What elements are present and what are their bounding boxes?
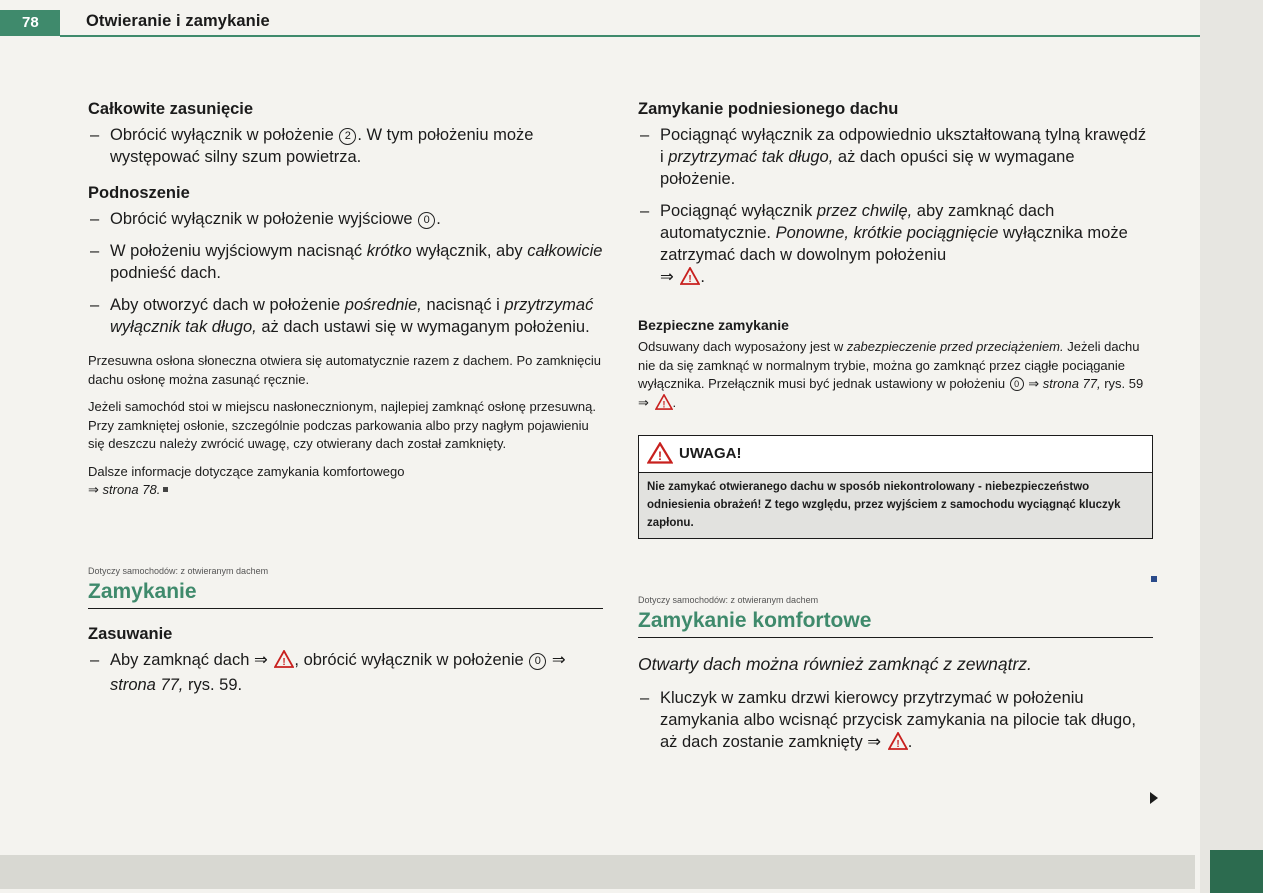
applies-to-note: Dotyczy samochodów: z otwieranym dachem: [638, 595, 819, 605]
svg-text:!: !: [662, 398, 665, 409]
warning-header: [639, 436, 1152, 472]
step-lift-2: – W położeniu wyjściowym nacisnąć krótko wyłącznik, aby całkowicie podnieść dach.: [90, 242, 603, 282]
svg-text:!: !: [282, 656, 287, 668]
position-2-icon: 2: [339, 128, 356, 145]
warning-title: UWAGA!: [679, 445, 742, 462]
warning-icon: [274, 650, 294, 674]
section-title-comfort-close: Zamykanie komfortowe: [638, 609, 1153, 638]
heading-sliding-close: Zasuwanie: [88, 624, 173, 643]
page-number: 78: [0, 10, 60, 36]
warning-box: [638, 435, 1153, 539]
page-edge: [1200, 0, 1263, 893]
bottom-strip: [0, 855, 1195, 889]
chapter-title: Otwieranie i zamykanie: [86, 12, 270, 30]
warning-triangle-icon: [647, 442, 673, 464]
header-rule: [60, 35, 1200, 37]
heading-full-close: Całkowite zasunięcie: [88, 100, 254, 118]
page-reference-link[interactable]: ⇒ strona 77,: [1024, 376, 1101, 391]
lead-text: Otwarty dach można również zamknąć z zewnątrz.: [638, 654, 1032, 674]
section-title-closing: Zamykanie: [88, 580, 603, 609]
step-comfort-close: – Kluczyk w zamku drzwi kierowcy przytrzymać w położeniu zamykania albo wcisnąć przycisk zamykania na pilocie tak długo, aż dach zostanie zamknięty ⇒ ! .: [638, 687, 1153, 756]
step-close: – Aby zamknąć dach ⇒ ! , obrócić wyłącznik w położenie 0 ⇒ strona 77, rys. 59.: [90, 650, 566, 694]
left-column: [88, 100, 603, 706]
step-lift-3: – Aby otworzyć dach w położenie pośrednie, nacisnąć i przytrzymać wyłącznik tak długo, aż dach ustawi się w wymaganym położeniu.: [90, 296, 594, 336]
svg-text:!: !: [896, 739, 900, 750]
page-edge-tab: [1210, 850, 1263, 893]
paragraph-comfort-ref: Dalsze informacje dotyczące zamykania komfortowego ⇒ strona 78.: [88, 463, 405, 497]
warning-icon: [888, 732, 908, 756]
end-marker: [163, 487, 168, 492]
warning-text: Nie zamykać otwieranego dachu w sposób niekontrolowany - niebezpieczeństwo odniesienia obrażeń! Z tego względu, przez wyjściem z samochodu wyciągnąć kluczyk zapłonu.: [639, 472, 1152, 538]
paragraph-safe-close: Odsuwany dach wyposażony jest w zabezpieczenie przed przeciążeniem. Jeżeli dachu nie da się zamknąć w normalnym trybie, można go zamknąć przez ciągłe pociąganie wyłącznika. Przełącznik musi być jednak ustawiony w położeniu 0 ⇒ strona 77, rys. 59 ⇒ ! .: [638, 338, 1153, 415]
page-reference-link[interactable]: ⇒ strona 78.: [88, 482, 161, 497]
heading-lifted-close: Zamykanie podniesionego dachu: [638, 100, 899, 118]
page-header: [0, 0, 1200, 40]
paragraph-sunshade: Przesuwna osłona słoneczna otwiera się automatycznie razem z dachem. Po zamknięciu dachu osłonę można zasunąć ręcznie.: [88, 353, 602, 387]
position-0-icon: 0: [529, 653, 546, 670]
warning-icon: [655, 394, 673, 416]
paragraph-parking: Jeżeli samochód stoi w miejscu nasłonecznionym, najlepiej zamknąć osłonę przesuwną. Przy zamkniętej osłonie, szczególnie podczas parkowania albo przy nagłym pojawieniu się deszczu należy zwrócić uwagę, czy otwierany dach został zamknięty.: [88, 399, 596, 451]
heading-safe-close: Bezpieczne zamykanie: [638, 317, 789, 333]
svg-text:!: !: [688, 274, 693, 285]
position-0-icon: 0: [418, 212, 435, 229]
right-column: [638, 100, 1153, 766]
heading-lift: Podnoszenie: [88, 184, 190, 202]
step-lifted-close-2: – Pociągnąć wyłącznik przez chwilę, aby zamknąć dach automatycznie. Ponowne, krótkie pociągnięcie wyłącznika może zatrzymać dach w dowolnym położeniu ⇒ ! .: [638, 200, 1153, 291]
warning-icon: [680, 267, 700, 291]
end-marker: [1151, 576, 1157, 582]
continue-arrow-icon: [1150, 792, 1158, 804]
step-lift-1: – Obrócić wyłącznik w położenie wyjściowe 0 .: [90, 210, 441, 228]
svg-text:!: !: [658, 449, 662, 463]
page-reference-link[interactable]: ⇒ strona 77,: [110, 650, 566, 694]
step-lifted-close-1: – Pociągnąć wyłącznik za odpowiednio ukształtowaną tylną krawędź i przytrzymać tak długo, aż dach opuści się w wymagane położenie.: [640, 126, 1147, 188]
step-full-close: – Obrócić wyłącznik w położenie 2 . W tym położeniu może występować silny szum powietrza.: [90, 126, 534, 166]
position-0-icon: 0: [1010, 377, 1024, 391]
applies-to-note: Dotyczy samochodów: z otwieranym dachem: [88, 565, 269, 576]
